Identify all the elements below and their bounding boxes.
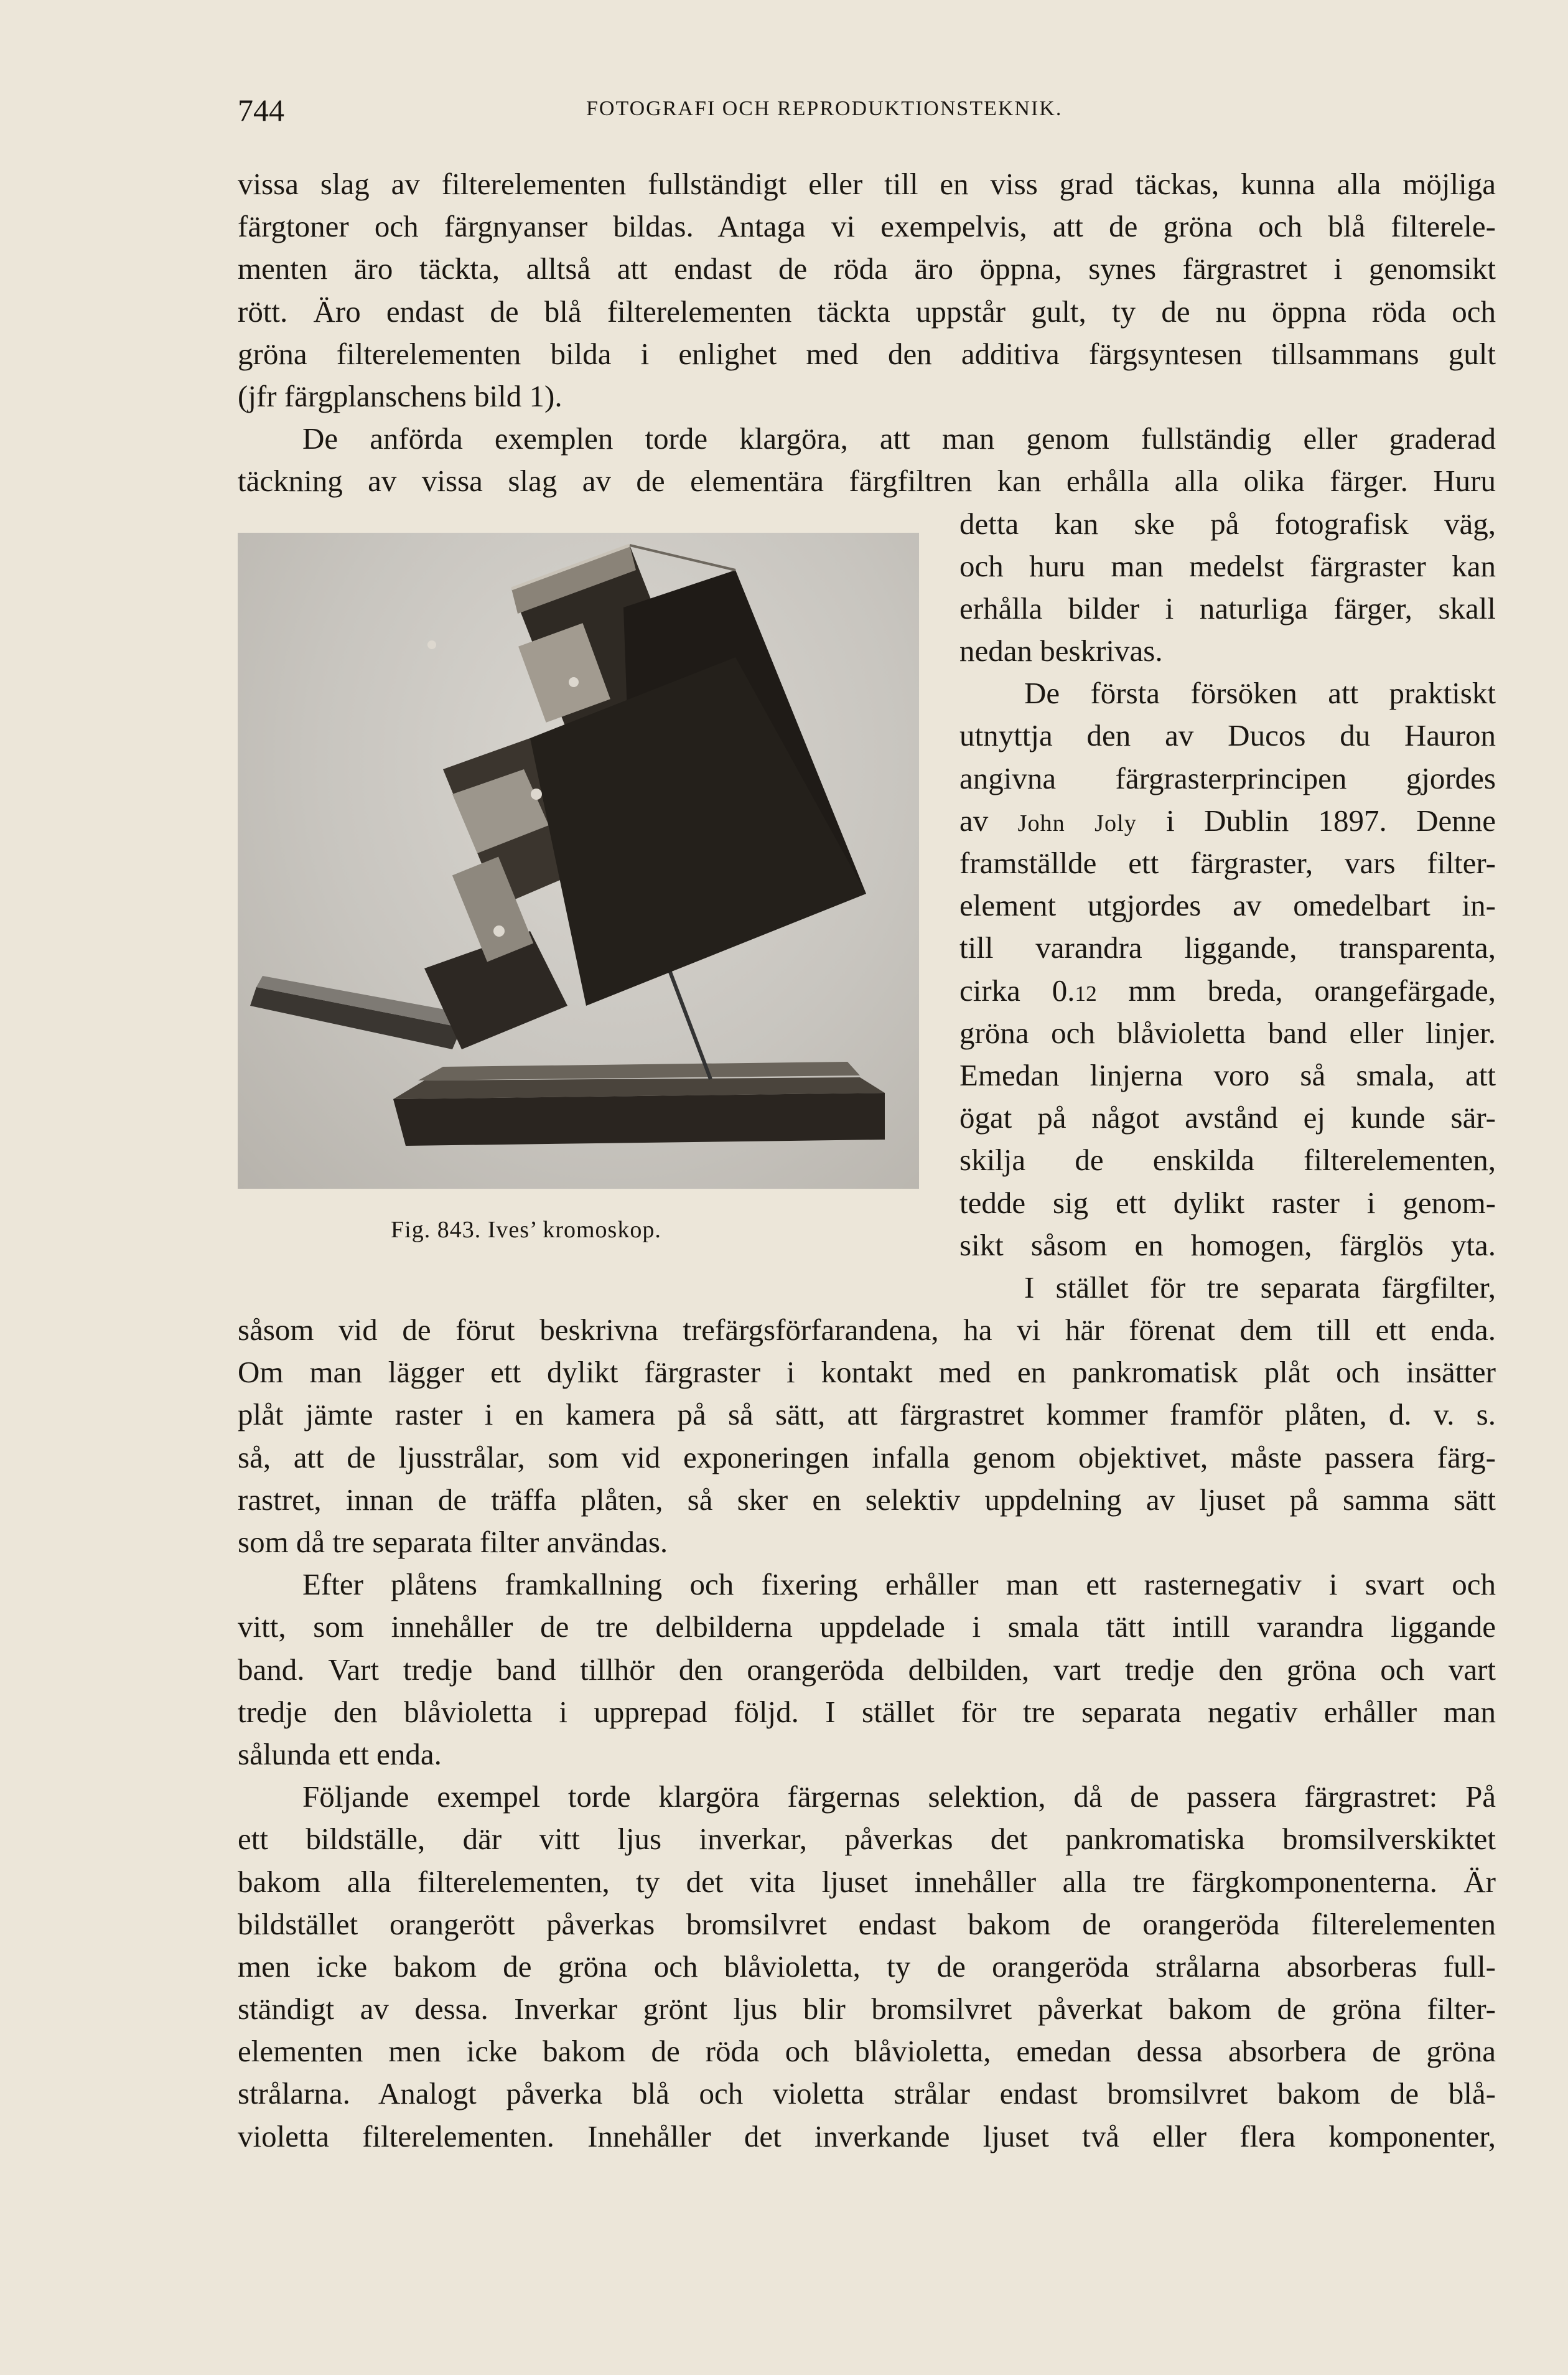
- text-line: ständigt av dessa. Inverkar grönt ljus blir bromsilvret påverkat bakom de gröna filter-: [238, 1992, 1496, 2026]
- main-paragraphs: [238, 1309, 1496, 2158]
- text-line: bildstället orangerött påverkas bromsilvret endast bakom de orangeröda filterelementen: [238, 1906, 1496, 1941]
- text-line: detta kan ske på fotografisk väg,: [959, 506, 1496, 541]
- figure-843: [238, 503, 959, 1309]
- side-column: [959, 503, 1496, 1309]
- intro-paragraphs: [238, 163, 1496, 503]
- text-line: sålunda ett enda.: [238, 1736, 442, 1771]
- text-line: tredje den blåvioletta i upprepad följd. I stället för tre separata negativ erhåller man: [238, 1694, 1496, 1729]
- text-line: och huru man medelst färgraster kan: [959, 548, 1496, 583]
- small-caps-name: John: [1017, 810, 1065, 836]
- text-line: tedde sig ett dylikt raster i genom-: [959, 1185, 1496, 1220]
- figure-caption: Fig. 843. Ives’ kromoskop.: [391, 1216, 661, 1243]
- text-line: rött. Äro endast de blå filterelementen täckta uppstår gult, ty de nu öppna röda och: [238, 294, 1496, 329]
- text-line: ögat på något avstånd ej kunde sär-: [959, 1100, 1496, 1135]
- text-line: De anförda exemplen torde klargöra, att man genom fullständig eller graderad: [302, 421, 1496, 456]
- text-run: i Dublin 1897. Denne: [1136, 803, 1496, 838]
- text-line: till varandra liggande, transparenta,: [959, 930, 1496, 965]
- text-line: I stället för tre separata färgfilter,: [1024, 1270, 1496, 1305]
- text-line: rastret, innan de träffa plåten, så sker en selektiv uppdelning av ljuset på samma sätt: [238, 1482, 1496, 1517]
- text-line: såsom vid de förut beskrivna trefärgsförfarandena, ha vi här förenat dem till ett enda.: [238, 1313, 1496, 1347]
- text-line: menten äro täckta, alltså att endast de röda äro öppna, synes färgrastret i genomsikt: [238, 251, 1496, 286]
- page-header: [238, 92, 1496, 132]
- text-line: men icke bakom de gröna och blåvioletta, ty de orangeröda strålarna absorberas full-: [238, 1949, 1496, 1984]
- kromoskop-photo: [238, 533, 919, 1189]
- text-line: Följande exempel torde klargöra färgernas selektion, då de passera färgrastret: På: [302, 1779, 1496, 1814]
- text-line: Emedan linjerna voro så smala, att: [959, 1057, 1496, 1092]
- text-line: angivna färgrasterprincipen gjordes: [959, 761, 1496, 795]
- text-line: De första försöken att praktiskt: [1024, 676, 1496, 711]
- body-text: [238, 163, 1496, 2158]
- text-line: erhålla bilder i naturliga färger, skall: [959, 591, 1496, 625]
- text-line: [959, 970, 1496, 1012]
- small-caps-name: Joly: [1094, 810, 1137, 836]
- text-line: framställde ett färgraster, vars filter-: [959, 846, 1496, 880]
- text-line: element utgjordes av omedelbart in-: [959, 888, 1496, 923]
- text-line: gröna filterelementen bilda i enlighet med den additiva färgsyntesen tillsammans gult: [238, 336, 1496, 371]
- text-run: cirka 0.: [959, 973, 1075, 1008]
- text-line: strålarna. Analogt påverka blå och violetta strålar endast bromsilvret bakom de blå-: [238, 2076, 1496, 2111]
- page-number: 744: [238, 93, 284, 128]
- text-line: plåt jämte raster i en kamera på så sätt, att färgrastret kommer framför plåten, d. v. s.: [238, 1397, 1496, 1432]
- text-line: elementen men icke bakom de röda och blåvioletta, emedan dessa absorbera de gröna: [238, 2034, 1496, 2069]
- text-line: så, att de ljusstrålar, som vid exponeringen infalla genom objektivet, måste passera färg-: [238, 1440, 1496, 1474]
- small-number: 12: [1075, 981, 1097, 1006]
- text-line: nedan beskrivas.: [959, 634, 1163, 668]
- text-line: vissa slag av filterelementen fullständigt eller till en viss grad täckas, kunna alla möjliga: [238, 167, 1496, 201]
- text-run: mm breda, orangefärgade,: [1096, 973, 1496, 1008]
- text-line: utnyttja den av Ducos du Hauron: [959, 718, 1496, 753]
- text-line: Om man lägger ett dylikt färgraster i kontakt med en pankromatisk plåt och insätter: [238, 1355, 1496, 1390]
- text-line: färgtoner och färgnyanser bildas. Antaga vi exempelvis, att de gröna och blå filterele-: [238, 209, 1496, 244]
- text-run: [1065, 803, 1094, 838]
- text-line: som då tre separata filter användas.: [238, 1525, 668, 1559]
- text-line: Efter plåtens framkallning och fixering erhåller man ett rasternegativ i svart och: [302, 1567, 1496, 1602]
- text-line: sikt såsom en homogen, färglös yta.: [959, 1227, 1496, 1262]
- text-line: gröna och blåvioletta band eller linjer.: [959, 1015, 1496, 1050]
- text-line: täckning av vissa slag av de elementära färgfiltren kan erhålla alla olika färger. Huru: [238, 464, 1496, 499]
- text-line: bakom alla filterelementen, ty det vita ljuset innehåller alla tre färgkomponenterna. Är: [238, 1864, 1496, 1899]
- text-run: av: [959, 803, 1018, 838]
- text-line: [959, 800, 1496, 842]
- figure-wrap: [238, 503, 1496, 1309]
- text-line: skilja de enskilda filterelementen,: [959, 1143, 1496, 1178]
- text-line: (jfr färgplanschens bild 1).: [238, 378, 562, 413]
- text-line: violetta filterelementen. Innehåller det inverkande ljuset två eller flera komponenter,: [238, 2119, 1496, 2153]
- text-line: vitt, som innehåller de tre delbilderna uppdelade i smala tätt intill varandra liggande: [238, 1609, 1496, 1644]
- text-line: ett bildställe, där vitt ljus inverkar, påverkas det pankromatiska bromsilverskiktet: [238, 1822, 1496, 1857]
- text-line: band. Vart tredje band tillhör den orangeröda delbilden, vart tredje den gröna och vart: [238, 1652, 1496, 1687]
- running-head: FOTOGRAFI OCH REPRODUKTIONSTEKNIK.: [586, 97, 1063, 120]
